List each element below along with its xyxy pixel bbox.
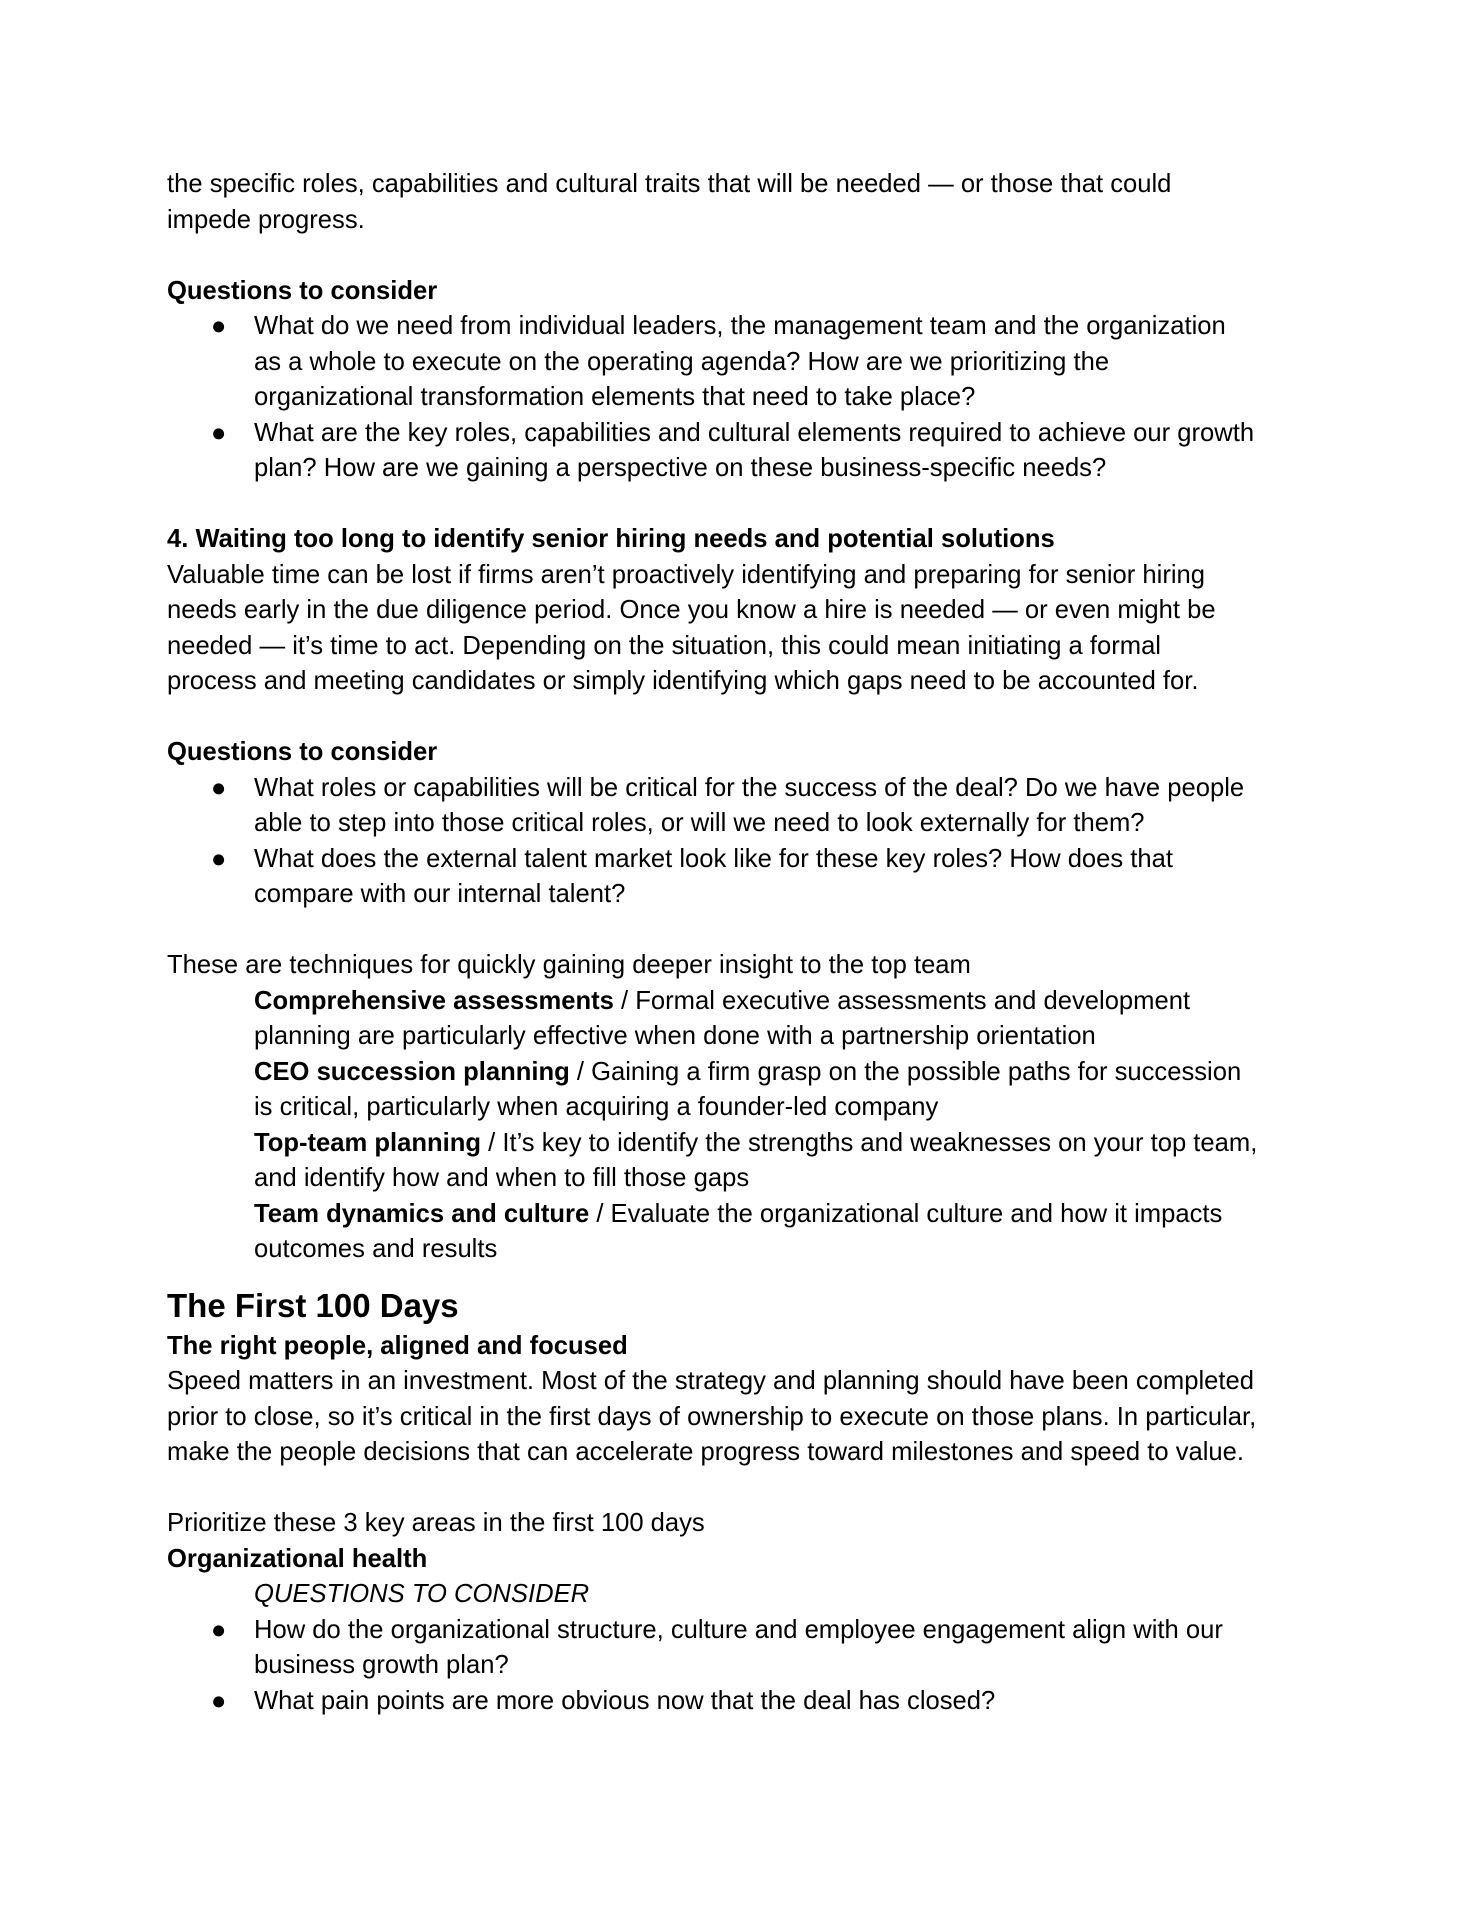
- questions-label: QUESTIONS TO CONSIDER: [254, 1580, 590, 1608]
- text-line: needs early in the due diligence period. Once you know a hire is needed — or even might be: [167, 596, 1216, 624]
- area-heading: Organizational health: [167, 1544, 428, 1573]
- bullet-dot-icon: ●: [211, 773, 227, 802]
- text-line: as a whole to execute on the operating agenda? How are we prioritizing the: [254, 347, 1110, 376]
- text-line: prior to close, so it’s critical in the first days of ownership to execute on those plans. In particular,: [167, 1402, 1257, 1431]
- technique-item: [167, 984, 1317, 1055]
- text-line: is critical, particularly when acquiring a founder-led company: [254, 1093, 939, 1121]
- section-body: [167, 1364, 1317, 1471]
- technique-title: Team dynamics and culture: [254, 1199, 590, 1228]
- text-line: business growth plan?: [254, 1651, 509, 1679]
- list-item: [167, 1684, 1317, 1720]
- bullet-dot-icon: ●: [211, 844, 227, 873]
- list-item: [167, 309, 1317, 416]
- document-page: [167, 167, 1317, 1719]
- technique-title: Top-team planning: [254, 1128, 482, 1157]
- text-line: the specific roles, capabilities and cultural traits that will be needed — or those that could: [167, 170, 1172, 198]
- intro-paragraph: [167, 167, 1317, 238]
- spacer: [167, 238, 1317, 274]
- spacer: [167, 487, 1317, 523]
- text-line: needed — it’s time to act. Depending on the situation, this could mean initiating a formal: [167, 631, 1161, 660]
- bullet-dot-icon: ●: [211, 312, 227, 340]
- spacer: [167, 1471, 1317, 1507]
- list-item: [167, 842, 1317, 913]
- list-item: [167, 1613, 1317, 1684]
- list-item: [167, 771, 1317, 842]
- section-heading: 4. Waiting too long to identify senior hiring needs and potential solutions: [167, 525, 1055, 553]
- text-line: and identify how and when to fill those gaps: [254, 1164, 750, 1192]
- text-line: What roles or capabilities will be critical for the success of the deal? Do we have people: [254, 773, 1245, 802]
- technique-description: / Gaining a firm grasp on the possible paths for succession: [569, 1057, 1242, 1086]
- text-line: process and meeting candidates or simply identifying which gaps need to be accounted for.: [167, 667, 1199, 695]
- text-line: outcomes and results: [254, 1235, 498, 1263]
- text-line: What are the key roles, capabilities and cultural elements required to achieve our growth: [254, 418, 1255, 447]
- text-line: able to step into those critical roles, or will we need to look externally for them?: [254, 809, 1145, 837]
- technique-item: [167, 1126, 1317, 1197]
- spacer: [167, 700, 1317, 736]
- text-line: Speed matters in an investment. Most of the strategy and planning should have been completed: [167, 1367, 1254, 1395]
- technique-title: CEO succession planning: [254, 1057, 570, 1086]
- bullet-dot-icon: ●: [211, 1686, 227, 1715]
- text-line: impede progress.: [167, 205, 365, 234]
- text-line: organizational transformation elements that need to take place?: [254, 383, 976, 411]
- bullet-dot-icon: ●: [211, 418, 227, 447]
- technique-item: [167, 1197, 1317, 1268]
- text-line: plan? How are we gaining a perspective on these business-specific needs?: [254, 454, 1107, 482]
- text-line: What do we need from individual leaders, the management team and the organization: [254, 312, 1226, 340]
- text-line: What does the external talent market look like for these key roles? How does that: [254, 844, 1174, 873]
- text-line: compare with our internal talent?: [254, 880, 626, 908]
- questions-heading: Questions to consider: [167, 738, 438, 766]
- technique-title: Comprehensive assessments: [254, 986, 614, 1015]
- list-item: [167, 416, 1317, 487]
- section-body: [167, 558, 1317, 700]
- technique-description: / Formal executive assessments and development: [613, 986, 1191, 1015]
- text-line: What pain points are more obvious now that the deal has closed?: [254, 1686, 996, 1715]
- bullet-dot-icon: ●: [211, 1615, 227, 1644]
- priorities-intro: Prioritize these 3 key areas in the first 100 days: [167, 1509, 705, 1537]
- technique-description: / It’s key to identify the strengths and weaknesses on your top team,: [481, 1128, 1258, 1157]
- technique-item: [167, 1055, 1317, 1126]
- spacer: [167, 913, 1317, 949]
- section-title: The First 100 Days: [167, 1286, 459, 1324]
- section-subtitle: The right people, aligned and focused: [167, 1331, 628, 1360]
- text-line: make the people decisions that can accelerate progress toward milestones and speed to value.: [167, 1438, 1244, 1466]
- techniques-intro: These are techniques for quickly gaining deeper insight to the top team: [167, 951, 971, 979]
- text-line: How do the organizational structure, culture and employee engagement align with our: [254, 1615, 1223, 1644]
- questions-heading: Questions to consider: [167, 276, 438, 305]
- text-line: Valuable time can be lost if firms aren’t proactively identifying and preparing for senior hiring: [167, 560, 1206, 589]
- technique-description: / Evaluate the organizational culture and how it impacts: [589, 1199, 1223, 1228]
- text-line: planning are particularly effective when done with a partnership orientation: [254, 1022, 1096, 1050]
